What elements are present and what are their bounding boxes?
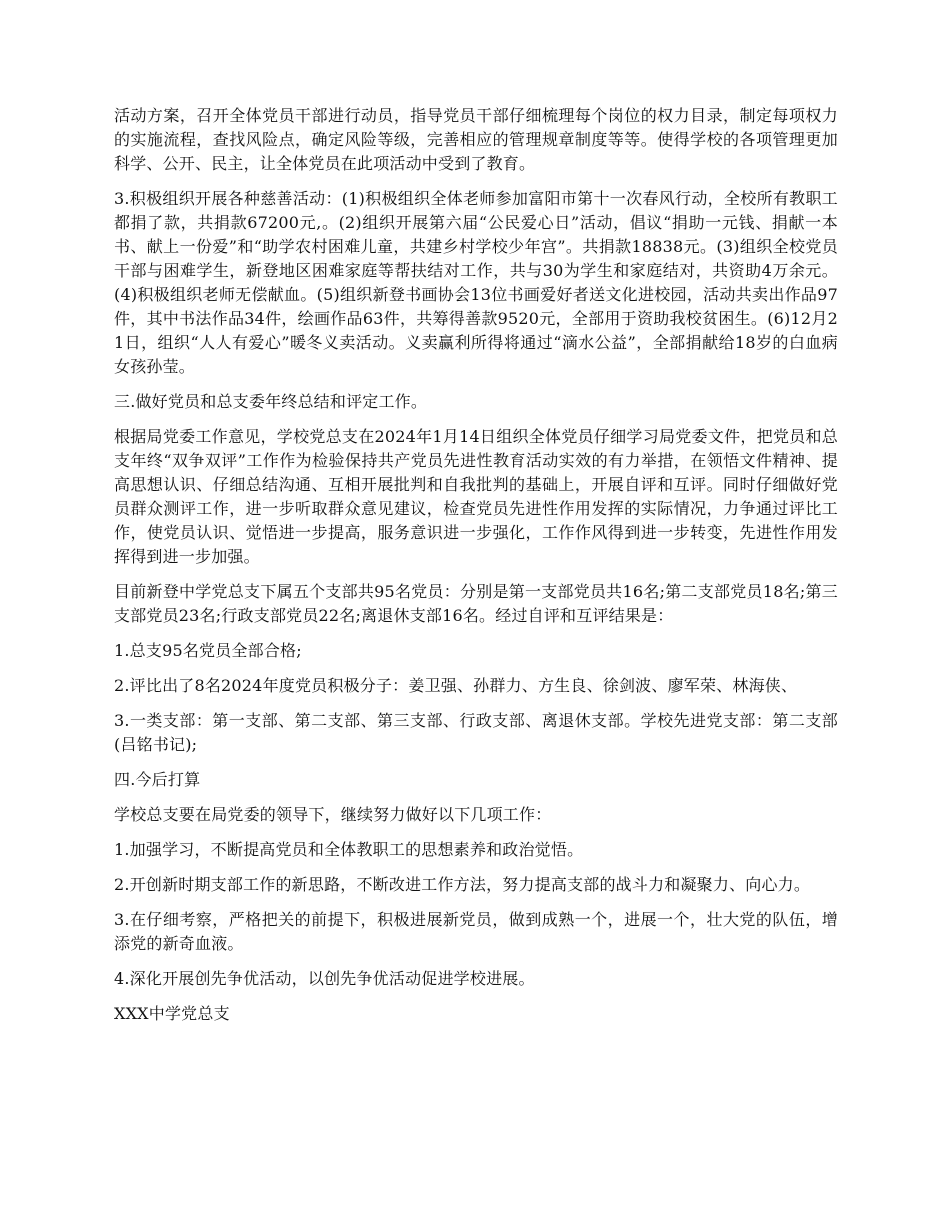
result-item-active-members: 2.评比出了8名2024年度党员积极分子：姜卫强、孙群力、方生良、徐剑波、廖军荣、林海侠、 bbox=[114, 676, 798, 695]
plan-item-excellence: 4.深化开展创先争优活动，以创先争优活动促进学校进展。 bbox=[114, 969, 535, 988]
plan-item-new-thinking: 2.开创新时期支部工作的新思路，不断改进工作方法，努力提高支部的战斗力和凝聚力、向心力。 bbox=[114, 875, 811, 894]
document-body bbox=[114, 104, 838, 1037]
plan-item-new-members: 3.在仔细考察，严格把关的前提下，积极进展新党员，做到成熟一个，进展一个，壮大党的队伍，增添党的新奇血液。 bbox=[114, 910, 838, 953]
section-heading-future-plans: 四.今后打算 bbox=[114, 770, 201, 789]
paragraph-future-intro: 学校总支要在局党委的领导下，继续努力做好以下几项工作： bbox=[114, 805, 552, 824]
section-heading-year-end-review: 三.做好党员和总支委年终总结和评定工作。 bbox=[114, 392, 428, 411]
signature-organization: XXX中学党总支 bbox=[114, 1004, 230, 1023]
paragraph-charity-activities: 3.积极组织开展各种慈善活动：(1)积极组织全体老师参加富阳市第十一次春风行动，全校所有教职工都捐了款，共捐款67200元,。(2)组织开展第六届“公民爱心日”活动，倡议“捐助一元钱、捐献一本书、献上一份爱”和“助学农村困难儿童，共建乡村学校少年宫”。共捐款18838元。(3)组织全校党员干部与困难学生，新登地区困难家庭等帮扶结对工作，共与30为学生和家庭结对，共资助4万余元。(4)积极组织老师无偿献血。(5)组织新登书画协会13位书画爱好者送文化进校园，活动共卖出作品97件，其中书法作品34件，绘画作品63件，共筹得善款9520元，全部用于资助我校贫困生。(6)12月21日，组织“人人有爱心”暖冬义卖活动。义卖赢利所得将通过“滴水公益”，全部捐献给18岁的白血病女孩孙莹。 bbox=[114, 189, 838, 376]
paragraph-activity-plan: 活动方案，召开全体党员干部进行动员，指导党员干部仔细梳理每个岗位的权力目录，制定每项权力的实施流程，查找风险点，确定风险等级，完善相应的管理规章制度等等。使得学校的各项管理更加科学、公开、民主，让全体党员在此项活动中受到了教育。 bbox=[114, 106, 838, 173]
paragraph-party-committee-opinion: 根据局党委工作意见，学校党总支在2024年1月14日组织全体党员仔细学习局党委文件，把党员和总支年终“双争双评”工作作为检验保持共产党员先进性教育活动实效的有力举措，在领悟文件精神、提高思想认识、仔细总结沟通、互相开展批判和自我批判的基础上，开展自评和互评。同时仔细做好党员群众测评工作，进一步听取群众意见建议，检查党员先进性作用发挥的实际情况，力争通过评比工作，使党员认识、觉悟进一步提高，服务意识进一步强化，工作作风得到进一步转变，先进性作用发挥得到进一步加强。 bbox=[114, 427, 838, 566]
plan-item-study: 1.加强学习，不断提高党员和全体教职工的思想素养和政治觉悟。 bbox=[114, 840, 584, 859]
result-item-all-qualified: 1.总支95名党员全部合格; bbox=[114, 641, 302, 660]
paragraph-branch-membership: 目前新登中学党总支下属五个支部共95名党员：分别是第一支部党员共16名;第二支部党员18名;第三支部党员23名;行政支部党员22名;离退休支部16名。经过自评和互评结果是： bbox=[114, 582, 838, 625]
result-item-class-a-branches: 3.一类支部：第一支部、第二支部、第三支部、行政支部、离退休支部。学校先进党支部：第二支部(吕铭书记); bbox=[114, 711, 838, 754]
